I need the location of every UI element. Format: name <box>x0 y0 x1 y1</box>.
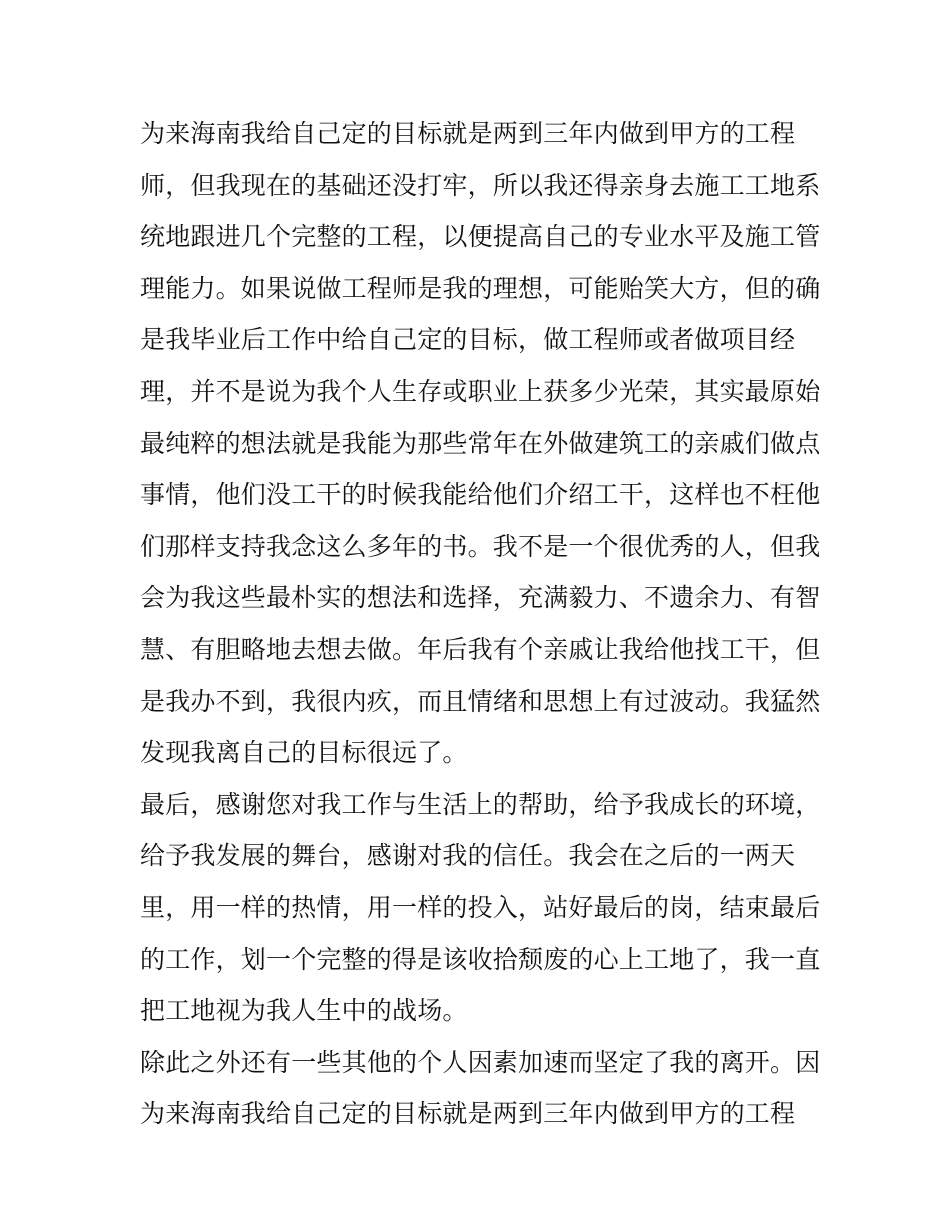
text-line: 的工作，划一个完整的得是该收拾颓废的心上工地了，我一直 <box>140 944 821 974</box>
text-line: 师，但我现在的基础还没打牢，所以我还得亲身去施工工地系 <box>140 170 821 200</box>
body-text <box>140 108 820 1140</box>
text-line: 最后，感谢您对我工作与生活上的帮助，给予我成长的环境， <box>140 789 821 819</box>
text-line: 最纯粹的想法就是我能为那些常年在外做建筑工的亲戚们做点 <box>140 428 821 458</box>
text-line: 除此之外还有一些其他的个人因素加速而坚定了我的离开。因 <box>140 1047 821 1077</box>
text-line: 发现我离自己的目标很远了。 <box>140 738 468 768</box>
text-line: 是我办不到，我很内疚，而且情绪和思想上有过波动。我猛然 <box>140 686 821 716</box>
text-line: 是我毕业后工作中给自己定的目标，做工程师或者做项目经 <box>140 325 796 355</box>
text-line: 给予我发展的舞台，感谢对我的信任。我会在之后的一两天 <box>140 841 796 871</box>
text-line: 事情，他们没工干的时候我能给他们介绍工干，这样也不枉他 <box>140 480 821 510</box>
text-line: 统地跟进几个完整的工程，以便提高自己的专业水平及施工管 <box>140 222 821 252</box>
text-line: 把工地视为我人生中的战场。 <box>140 996 468 1026</box>
text-line: 们那样支持我念这么多年的书。我不是一个很优秀的人，但我 <box>140 531 821 561</box>
text-line: 慧、有胆略地去想去做。年后我有个亲戚让我给他找工干，但 <box>140 634 821 664</box>
text-line: 里，用一样的热情，用一样的投入，站好最后的岗，结束最后 <box>140 892 821 922</box>
text-line: 会为我这些最朴实的想法和选择，充满毅力、不遗余力、有智 <box>140 583 821 613</box>
text-line: 理能力。如果说做工程师是我的理想，可能贻笑大方，但的确 <box>140 273 821 303</box>
text-line: 理，并不是说为我个人生存或职业上获多少光荣，其实最原始 <box>140 376 821 406</box>
text-line: 为来海南我给自己定的目标就是两到三年内做到甲方的工程 <box>140 1099 796 1129</box>
text-line: 为来海南我给自己定的目标就是两到三年内做到甲方的工程 <box>140 119 796 148</box>
